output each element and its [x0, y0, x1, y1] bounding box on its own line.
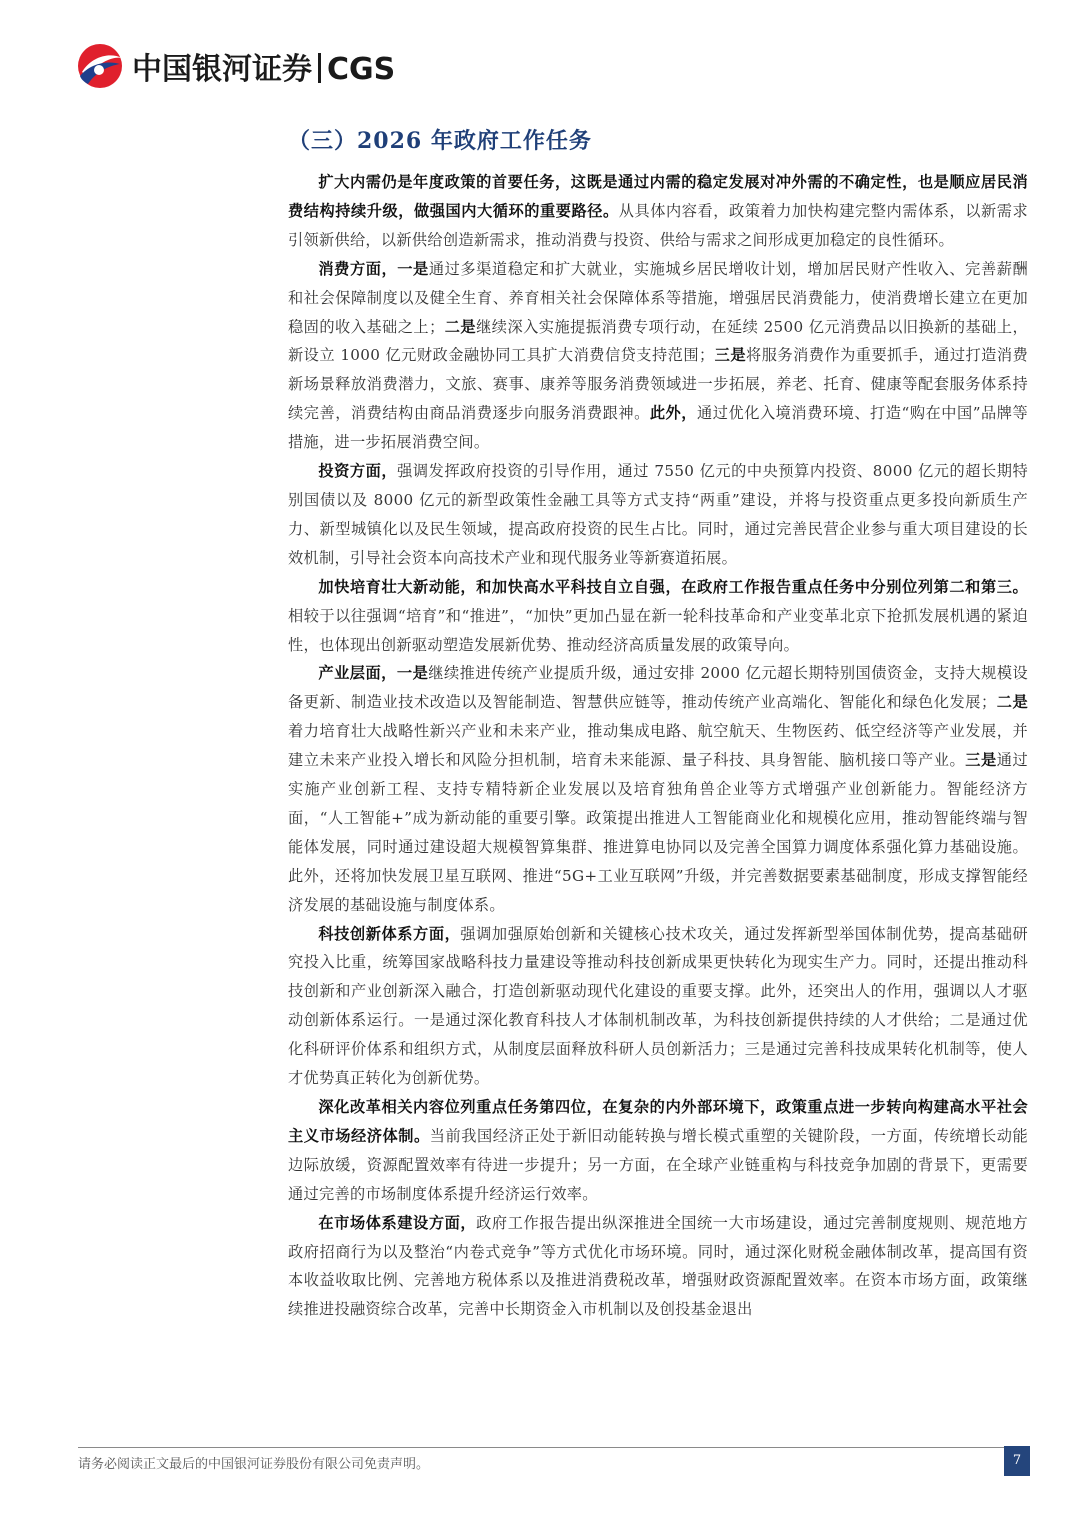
- bold-text-run: 科技创新体系方面，: [318, 924, 461, 943]
- text-run: 通过多渠道稳定和扩大就业，实施城乡居民增收计划，增加居民财产性收入、完善薪酬和社会保障制度以及健全生育、养育相关社会保障体系等措施，增强居民消费能力，使消费增长建立在更加稳固的收入基础之上；: [288, 259, 1028, 336]
- bold-text-run: 消费方面，一是: [318, 259, 429, 278]
- paragraph: [288, 920, 1028, 1093]
- paragraph: [288, 1093, 1028, 1209]
- footer-divider: [78, 1447, 1030, 1448]
- bold-text-run: 产业层面，一是: [318, 664, 429, 683]
- section-title: （三）2026 年政府工作任务: [288, 128, 592, 154]
- text-run: 通过优化入境消费环境、打造“购在中国”品牌等措施，进一步拓展消费空间。: [288, 404, 1028, 452]
- page-number: 7: [1004, 1446, 1030, 1476]
- bold-text-run: 扩大内需仍是年度政策的首要任务，这既是通过内需的稳定发展对冲外需的不确定性，也是顺应居民消费结构持续升级，做强国内大循环的重要路径。: [288, 173, 1028, 220]
- text-run: 相较于以往强调“培育”和“推进”，“加快”更加凸显在新一轮科技革命和产业变革北京下抢抓发展机遇的紧迫性，也体现出创新驱动塑造发展新优势、推动经济高质量发展的政策导向。: [288, 606, 1028, 654]
- paragraph: [288, 659, 1028, 919]
- bold-text-run: 在市场体系建设方面，: [318, 1213, 477, 1232]
- bold-text-run: 二是: [996, 693, 1029, 712]
- brand-name-en: CGS: [327, 52, 396, 87]
- text-run: 从具体内容看，政策着力加快构建完整内需体系，以新需求引领新供给，以新供给创造新需求，推动消费与投资、供给与需求之间形成更加稳定的良性循环。: [288, 201, 1028, 249]
- paragraph: [288, 255, 1028, 457]
- text-run: 当前我国经济正处于新旧动能转换与增长模式重塑的关键阶段，一方面，传统增长动能边际放缓，资源配置效率有待进一步提升；另一方面，在全球产业链重构与科技竞争加剧的背景下，更需要通过完善的市场制度体系提升经济运行效率。: [288, 1126, 1029, 1203]
- bold-text-run: 加快培育壮大新动能，和加快高水平科技自立自强，在政府工作报告重点任务中分别位列第二和第三。: [318, 577, 1028, 596]
- paragraph: [288, 457, 1028, 573]
- bold-text-run: 三是: [714, 346, 747, 365]
- paragraph: [288, 168, 1028, 255]
- text-run: 继续深入实施提振消费专项行动，在延续 2500 亿元消费品以旧换新的基础上，新设立 1000 亿元财政金融协同工具扩大消费信贷支持范围；: [288, 317, 1028, 365]
- body-text: [288, 168, 1028, 1324]
- text-run: 强调发挥政府投资的引导作用，通过 7550 亿元的中央预算内投资、8000 亿元的超长期特别国债以及 8000 亿元的新型政策性金融工具等方式支持“两重”建设，并将与投资重点更多投向新质生产力、新型城镇化以及民生领域，提高政府投资的民生占比。同时，通过完善民营企业参与重大项目建设的长效机制，引导社会资本向高技术产业和现代服务业等新赛道拓展。: [288, 462, 1028, 567]
- text-run: 继续推进传统产业提质升级，通过安排 2000 亿元超长期特别国债资金，支持大规模设备更新、制造业技术改造以及智能制造、智慧供应链等，推动传统产业高端化、智能化和绿色化发展；: [288, 664, 1028, 712]
- header: [74, 42, 395, 90]
- paragraph: [288, 573, 1028, 660]
- text-run: 着力培育壮大战略性新兴产业和未来产业，推动集成电路、航空航天、生物医药、低空经济等产业发展，并建立未来产业投入增长和风险分担机制，培育未来能源、量子科技、具身智能、脑机接口等产业。: [288, 722, 1028, 770]
- bold-text-run: 三是: [965, 751, 997, 770]
- text-run: 政府工作报告提出纵深推进全国统一大市场建设，通过完善制度规则、规范地方政府招商行为以及整治“内卷式竞争”等方式优化市场环境。同时，通过深化财税金融体制改革，提高国有资本收益收取比例、完善地方税体系以及推进消费税改革，增强财政资源配置效率。在资本市场方面，政策继续推进投融资综合改革，完善中长期资金入市机制以及创投基金退出: [288, 1213, 1029, 1319]
- text-run: 通过实施产业创新工程、支持专精特新企业发展以及培育独角兽企业等方式增强产业创新能力。智能经济方面，“人工智能+”成为新动能的重要引擎。政策提出推进人工智能商业化和规模化应用，推动智能终端与智能体发展，同时通过建设超大规模智算集群、推进算电协同以及完善全国算力调度体系强化算力基础设施。此外，还将加快发展卫星互联网、推进“5G+工业互联网”升级，并完善数据要素基础制度，形成支撑智能经济发展的基础设施与制度体系。: [288, 751, 1028, 914]
- bold-text-run: 投资方面，: [318, 462, 398, 481]
- brand-divider: [318, 53, 321, 83]
- brand-name: [132, 44, 395, 88]
- paragraph: [288, 1209, 1028, 1325]
- footer-disclaimer: 请务必阅读正文最后的中国银河证券股份有限公司免责声明。: [78, 1457, 430, 1472]
- text-run: 强调加强原始创新和关键核心技术攻关，通过发挥新型举国体制优势，提高基础研究投入比重，统筹国家战略科技力量建设等推动科技创新成果更快转化为现实生产力。同时，还提出推动科技创新和产业创新深入融合，打造创新驱动现代化建设的重要支撑。此外，还突出人的作用，强调以人才驱动创新体系运行。一是通过深化教育科技人才体制机制改革，为科技创新提供持续的人才供给；二是通过优化科研评价体系和组织方式，从制度层面释放科研人员创新活力；三是通过完善科技成果转化机制等，使人才优势真正转化为创新优势。: [288, 924, 1028, 1088]
- bold-text-run: 二是: [444, 317, 477, 336]
- bold-text-run: 此外，: [649, 404, 698, 423]
- text-run: 将服务消费作为重要抓手，通过打造消费新场景释放消费潜力，文旅、赛事、康养等服务消费领域进一步拓展，养老、托育、健康等配套服务体系持续完善，消费结构由商品消费逐步向服务消费跟神。: [288, 346, 1029, 423]
- bold-text-run: 深化改革相关内容位列重点任务第四位，在复杂的内外部环境下，政策重点进一步转向构建高水平社会主义市场经济体制。: [288, 1098, 1028, 1145]
- cgs-logo-icon: [74, 42, 126, 90]
- brand-name-cn: 中国银河证券: [132, 52, 312, 87]
